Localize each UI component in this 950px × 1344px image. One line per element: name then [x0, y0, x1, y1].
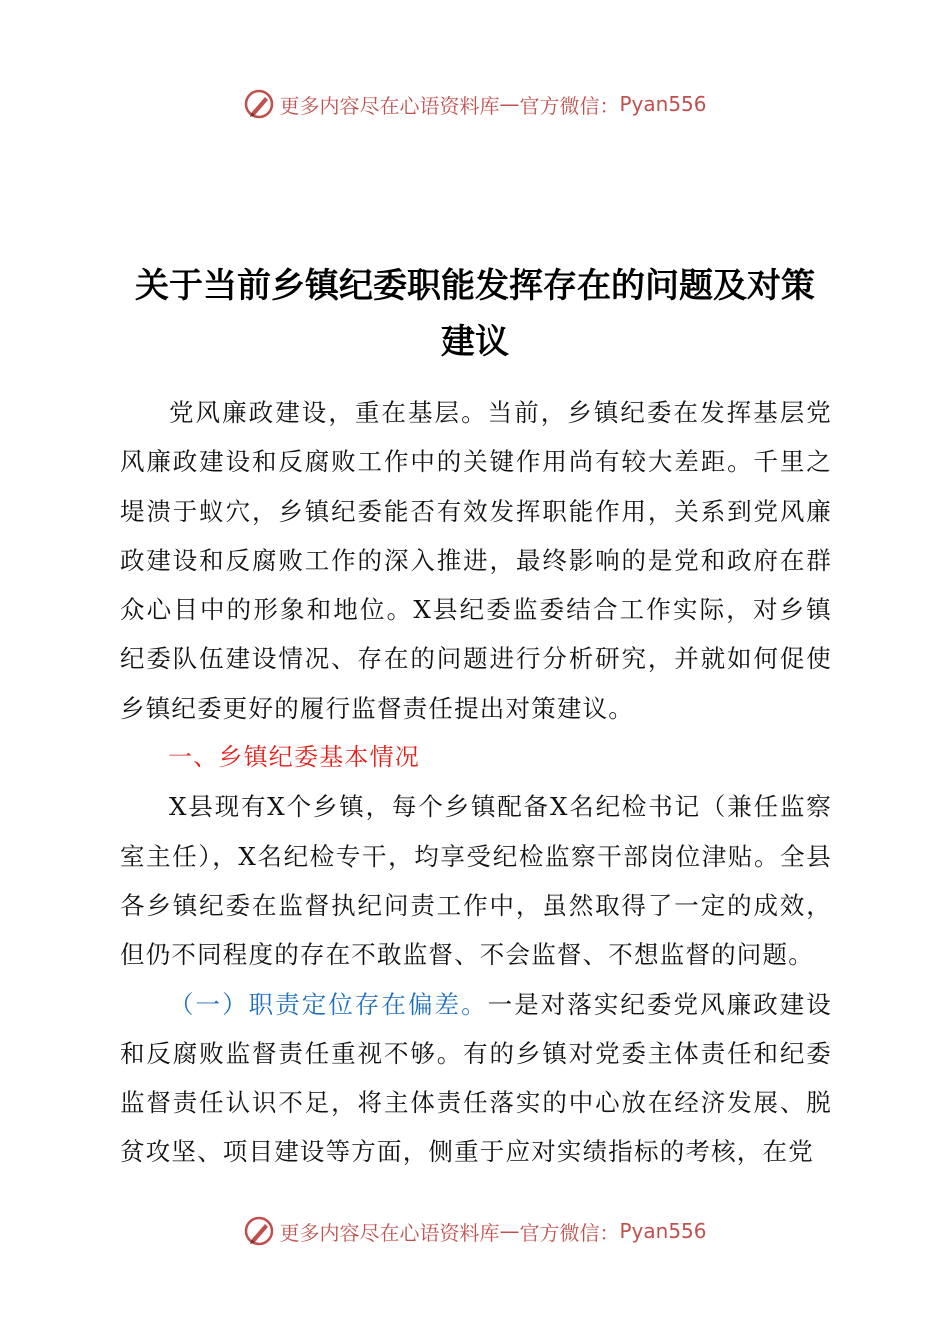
subsection-heading-1: （一）职责定位存在偏差。 — [169, 989, 488, 1019]
footer-watermark-banner — [0, 1211, 950, 1251]
banner-wechat-label: 官方微信： — [519, 1220, 620, 1245]
banner-main-text: 更多内容尽在心语资料库 — [279, 93, 500, 118]
subsection-1-paragraph — [120, 980, 832, 1177]
banner-dash: — — [499, 1219, 520, 1243]
banner-wechat-label: 官方微信： — [519, 93, 620, 118]
section-1-paragraph: X县现有X个乡镇，每个乡镇配备X名纪检书记（兼任监察室主任），X名纪检专干，均享受纪检监察干部岗位津贴。全县各乡镇纪委在监督执纪问责工作中，虽然取得了一定的成效，但仍不同程度的存在不敢监督、不会监督、不想监督的问题。 — [120, 792, 832, 970]
pen-logo-icon — [243, 88, 275, 120]
intro-paragraph: 党风廉政建设，重在基层。当前，乡镇纪委在发挥基层党风廉政建设和反腐败工作中的关键作用尚有较大差距。千里之堤溃于蚁穴，乡镇纪委能否有效发挥职能作用，关系到党风廉政建设和反腐败工作的深入推进，最终影响的是党和政府在群众心目中的形象和地位。X县纪委监委结合工作实际，对乡镇纪委队伍建设情况、存在的问题进行分析研究，并就如何促使乡镇纪委更好的履行监督责任提出对策建议。 — [120, 398, 832, 723]
banner-wechat-id: Pyan556 — [619, 1219, 707, 1243]
document-body — [120, 388, 832, 1177]
subsection-1-text: 一是对落实纪委党风廉政建设和反腐败监督责任重视不够。有的乡镇对党委主体责任和纪委监督责任认识不足，将主体责任落实的中心放在经济发展、脱贫攻坚、项目建设等方面，侧重于应对实绩指标的考核，在党 — [120, 989, 832, 1167]
document-title — [100, 258, 850, 370]
section-heading-1: 一、乡镇纪委基本情况 — [168, 743, 420, 772]
title-line-2: 建议 — [441, 322, 509, 362]
banner-main-text: 更多内容尽在心语资料库 — [279, 1220, 500, 1245]
banner-wechat-id: Pyan556 — [619, 92, 707, 116]
header-watermark-banner — [0, 84, 950, 124]
title-line-1: 关于当前乡镇纪委职能发挥存在的问题及对策 — [135, 266, 815, 306]
pen-logo-icon — [243, 1215, 275, 1247]
banner-dash: — — [499, 92, 520, 116]
